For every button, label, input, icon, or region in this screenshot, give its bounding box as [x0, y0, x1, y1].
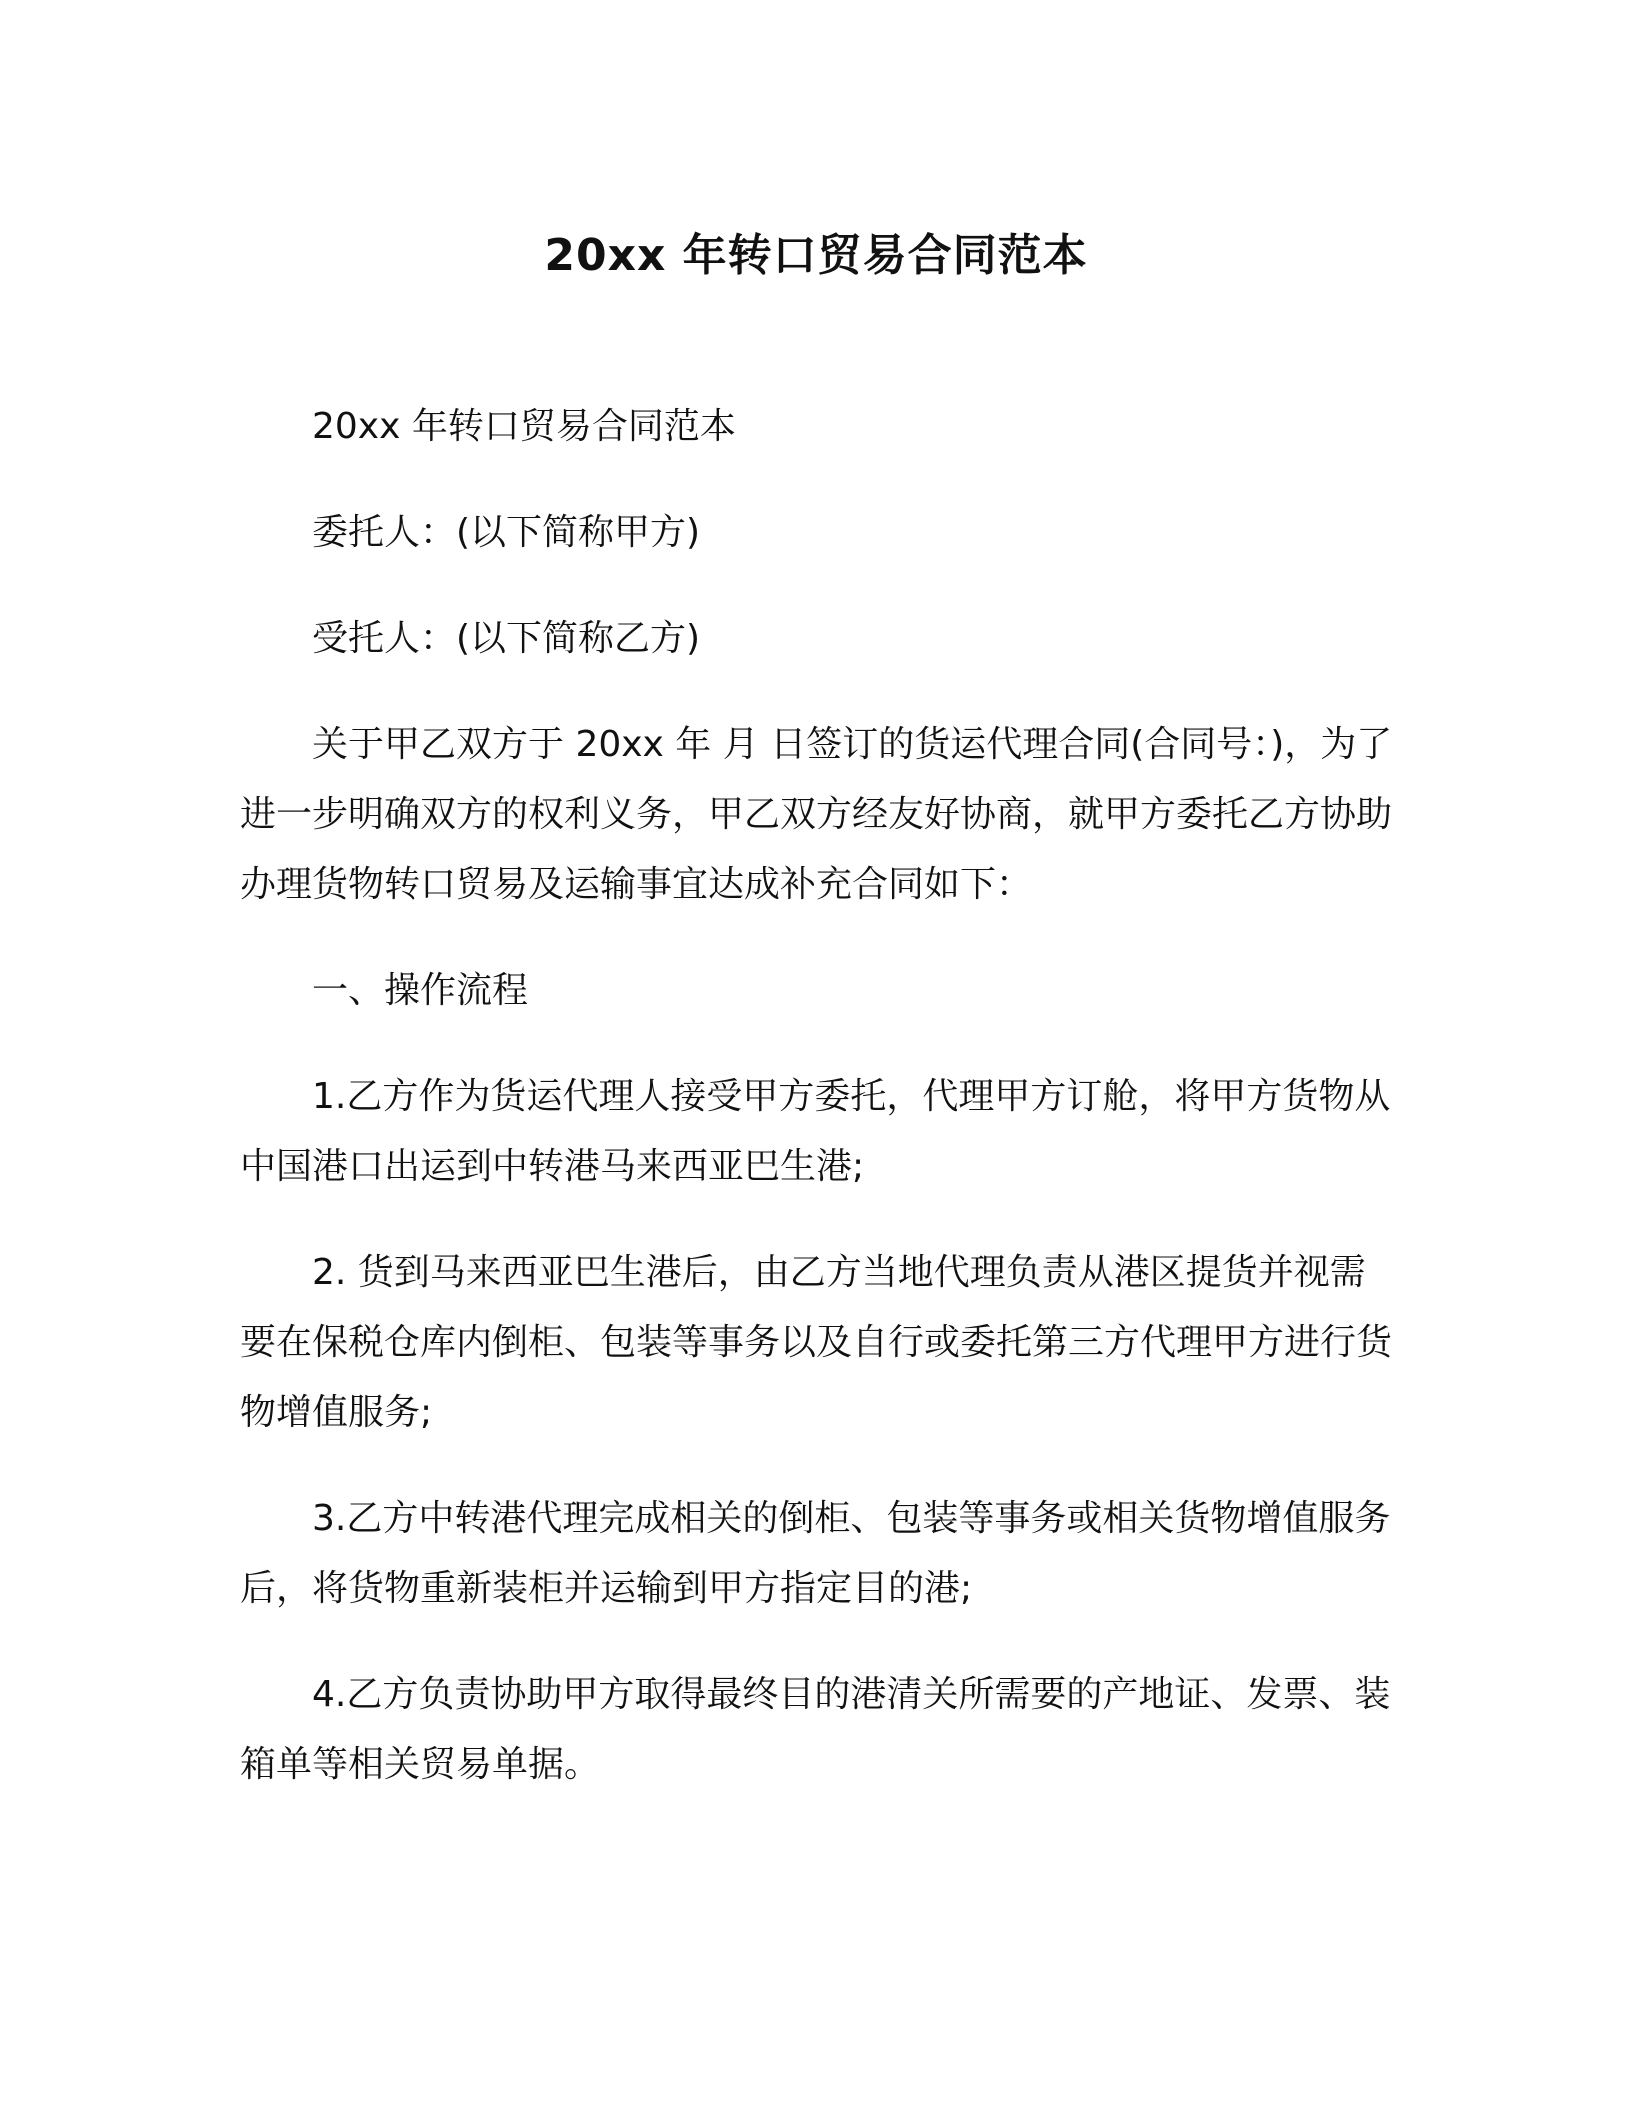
paragraph-intro: 关于甲乙双方于 20xx 年 月 日签订的货运代理合同(合同号：)，为了进一步明确双方的权利义务，甲乙双方经友好协商，就甲方委托乙方协助办理货物转口贸易及运输事宜达成补充合同如下：: [240, 724, 1393, 905]
document-body: [240, 392, 1400, 1836]
clause-1: 1.乙方作为货运代理人接受甲方委托，代理甲方订舱，将甲方货物从中国港口出运到中转港马来西亚巴生港;: [240, 1076, 1391, 1187]
clause-2: 2. 货到马来西亚巴生港后，由乙方当地代理负责从港区提货并视需要在保税仓库内倒柜、包装等事务以及自行或委托第三方代理甲方进行货物增值服务;: [240, 1252, 1393, 1433]
paragraph-subtitle: 20xx 年转口贸易合同范本: [312, 406, 736, 447]
clause-4: 4.乙方负责协助甲方取得最终目的港清关所需要的产地证、发票、装箱单等相关贸易单据。: [240, 1674, 1391, 1785]
document-title: 20xx 年转口贸易合同范本: [544, 230, 1088, 281]
paragraph-agent: 受托人：(以下简称乙方): [312, 618, 701, 659]
paragraph-principal: 委托人：(以下简称甲方): [312, 512, 701, 553]
clause-3: 3.乙方中转港代理完成相关的倒柜、包装等事务或相关货物增值服务后，将货物重新装柜并运输到甲方指定目的港;: [240, 1498, 1391, 1609]
section-heading-operation-process: 一、操作流程: [312, 970, 529, 1011]
